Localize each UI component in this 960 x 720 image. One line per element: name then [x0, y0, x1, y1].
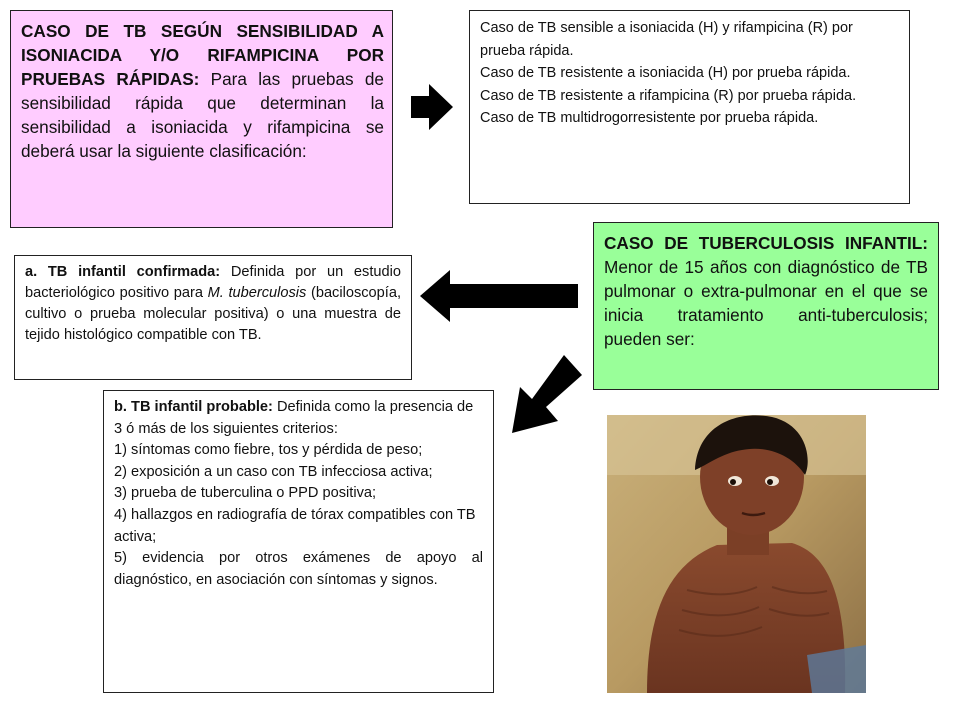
- confirmed-text-1: Definida por un estudio bacteriológico positivo para: [25, 264, 401, 301]
- criterion-item: 1) síntomas como fiebre, tos y pérdida de peso;: [114, 442, 423, 459]
- sensitivity-body: Para las pruebas de sensibilidad rápida que determinan la sensibilidad a isoniacida y rifampicina se deberá usar la siguiente clasificación:: [21, 69, 384, 161]
- right-pupil: [767, 479, 773, 485]
- criterion-item: 4) hallazgos en radiografía de tórax compatibles con TB activa;: [114, 506, 476, 545]
- probable-intro-line: [114, 397, 483, 440]
- left-pupil: [730, 479, 736, 485]
- criterion-item: 3) prueba de tuberculina o PPD positiva;: [114, 485, 377, 502]
- childhood-tb-box: [593, 222, 939, 390]
- organism-name: M. tuberculosis: [207, 285, 307, 301]
- category-item: Caso de TB multidrogorresistente por prueba rápida.: [480, 110, 819, 126]
- probable-tb-box: [103, 390, 494, 693]
- childhood-body: Menor de 15 años con diagnóstico de TB pulmonar o extra-pulmonar en el que se inicia tratamiento anti-tuberculosis; pueden ser:: [604, 257, 928, 349]
- probable-heading: b. TB infantil probable:: [114, 399, 273, 415]
- confirmed-tb-box: [14, 255, 412, 380]
- confirmed-text-2: (baciloscopía, cultivo o prueba molecular positiva) o una muestra de tejido histológico compatible con TB.: [25, 285, 402, 343]
- arrow-right-icon: [411, 84, 453, 130]
- child-photo: [607, 415, 866, 693]
- criterion-item: 5) evidencia por otros exámenes de apoyo al diagnóstico, en asociación con síntomas y signos.: [114, 550, 483, 588]
- childhood-heading: CASO DE TUBERCULOSIS INFANTIL:: [604, 233, 928, 253]
- arrow-left-icon: [420, 270, 578, 322]
- arrow-down-left-icon: [512, 355, 582, 435]
- category-item: Caso de TB resistente a rifampicina (R) por prueba rápida.: [480, 87, 857, 104]
- sensitivity-heading: CASO DE TB SEGÚN SENSIBILIDAD A ISONIACIDA Y/O RIFAMPICINA POR PRUEBAS RÁPIDAS:: [21, 21, 384, 89]
- sensitivity-classification-box: [10, 10, 393, 228]
- category-item: Caso de TB resistente a isoniacida (H) por prueba rápida.: [480, 65, 851, 81]
- criterion-item: 2) exposición a un caso con TB infecciosa activa;: [114, 463, 433, 480]
- category-item: Caso de TB sensible a isoniacida (H) y rifampicina (R) por prueba rápida.: [480, 20, 853, 59]
- rapid-test-categories-box: [469, 10, 910, 204]
- confirmed-heading: a. TB infantil confirmada:: [25, 264, 221, 280]
- probable-intro: Definida como la presencia de 3 ó más de los siguientes criterios:: [114, 399, 474, 437]
